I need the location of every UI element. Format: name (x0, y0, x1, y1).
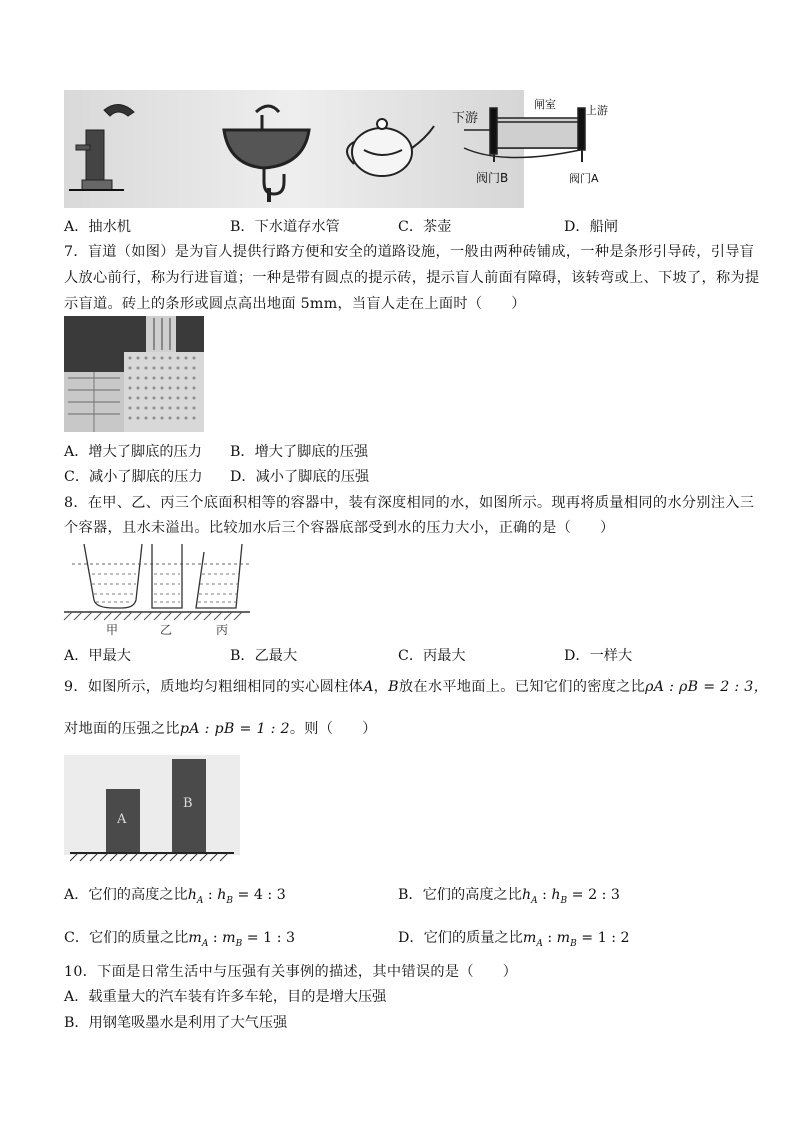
q6-label-chamber: 闸室 (534, 98, 556, 111)
q6-label-downstream: 下游 (452, 111, 479, 126)
q6-label-valve-b: 阀门B (476, 171, 509, 185)
q10-option-b: B．用钢笔吸墨水是利用了大气压强 (64, 1015, 288, 1031)
q9-stem-text-4: 。则（ ） (289, 721, 377, 737)
q9-option-d-ratio: 1 : 2 (597, 930, 630, 946)
q9-stem-line-2 (64, 718, 377, 738)
q7-option-a: A．增大了脚底的压力 (64, 444, 202, 460)
q6-figure-strip (64, 90, 608, 210)
q7-option-d: D．减小了脚底的压强 (230, 469, 370, 485)
q9-option-c: C．它们的质量之比$m_A$ : $m_B = 1$ : 3 (64, 930, 296, 949)
q9-stem-text-3: 对地面的压强之比 (64, 721, 180, 737)
q9-density-ratio: ρA : ρB = 2 : 3， (645, 679, 769, 695)
q9-stem-line-1 (64, 676, 768, 696)
q6-label-upstream: 上游 (586, 104, 608, 117)
q8-option-c: C．丙最大 (398, 648, 466, 664)
q10-option-a: A．载重量大的汽车装有许多车轮，目的是增大压强 (64, 989, 387, 1005)
q9-option-c-sym: m (188, 930, 202, 946)
cylinders-figure (64, 755, 240, 865)
tactile-paving-photo (64, 316, 204, 432)
q9-option-a-sym2: h (217, 887, 227, 903)
q9-option-b-sym: h (521, 887, 532, 903)
q7-stem-line-1: 7．盲道（如图）是为盲人提供行路方便和安全的道路设施，一般由两种砖铺成，一种是条形引导砖，引导盲 (64, 244, 755, 260)
q9-option-a-ratio: 4 : 3 (253, 887, 286, 903)
q9-option-b-sym2: h (551, 887, 561, 903)
container-label-bing: 丙 (216, 623, 229, 637)
q8-option-a: A．甲最大 (64, 648, 131, 664)
q6-option-c: C．茶壶 (398, 219, 452, 235)
q9-pressure-ratio: pA : pB = 1 : 2 (179, 721, 290, 737)
q9-stem-text-2: 放在水平地面上。已知它们的密度之比 (398, 679, 646, 695)
q9-stem-comma: ， (373, 679, 389, 695)
container-label-yi: 乙 (160, 623, 173, 637)
q9-option-a-sym: h (187, 887, 197, 903)
three-containers-figure (64, 540, 254, 638)
q8-stem-line-2: 个容器，且水未溢出。比较加水后三个容器底部受到水的压力大小，正确的是（ ） (64, 520, 615, 536)
q9-option-d: D．它们的质量之比$m_A$ : $m_B = 1$ : 2 (398, 930, 630, 949)
cylinder-label-a: A (117, 812, 127, 827)
q6-label-valve-a: 阀门A (569, 172, 599, 185)
q9-stem-text-1: 9．如图所示，质地均匀粗细相同的实心圆柱体 (64, 679, 364, 695)
q6-option-a: A．抽水机 (64, 219, 131, 235)
q7-stem-line-2: 人放心前行，称为行进盲道；一种是带有圆点的提示砖，提示盲人前面有障碍，该转弯或上、下坡了，称为提 (64, 270, 760, 286)
q9-option-c-sym2: m (222, 930, 236, 946)
q9-option-a-text: A．它们的高度之比 (64, 887, 188, 903)
q9-option-a: A．它们的高度之比$h_A$ : $h_B = 4$ : 3 (64, 887, 286, 906)
q6-option-d: D．船闸 (564, 219, 618, 235)
q9-var-a: A (363, 679, 374, 695)
q9-option-c-ratio: 1 : 3 (263, 930, 296, 946)
q9-option-d-sym2: m (556, 930, 571, 946)
q8-stem-line-1: 8．在甲、乙、丙三个底面积相等的容器中，装有深度相同的水，如图所示。现再将质量相同的水分别注入三 (64, 495, 755, 511)
q8-option-d: D．一样大 (564, 648, 633, 664)
q9-option-d-sym: m (522, 930, 537, 946)
q9-var-b: B (388, 679, 399, 695)
q9-option-b-text: B．它们的高度之比 (398, 887, 522, 903)
q9-option-d-text: D．它们的质量之比 (398, 930, 523, 946)
q7-option-b: B．增大了脚底的压强 (230, 444, 369, 460)
q7-option-c: C．减小了脚底的压力 (64, 469, 203, 485)
q7-stem-line-3: 示盲道。砖上的条形或圆点高出地面 5mm，当盲人走在上面时（ ） (64, 296, 526, 312)
container-label-jia: 甲 (106, 623, 119, 637)
q8-option-b: B．乙最大 (230, 648, 298, 664)
q9-option-b-ratio: 2 : 3 (588, 887, 620, 903)
q6-option-b: B．下水道存水管 (230, 219, 340, 235)
q9-option-b: B．它们的高度之比$h_A$ : $h_B = 2$ : 3 (398, 887, 620, 906)
q9-option-c-text: C．它们的质量之比 (64, 930, 189, 946)
q10-stem: 10．下面是日常生活中与压强有关事例的描述，其中错误的是（ ） (64, 964, 518, 980)
cylinder-label-b: B (183, 796, 193, 811)
